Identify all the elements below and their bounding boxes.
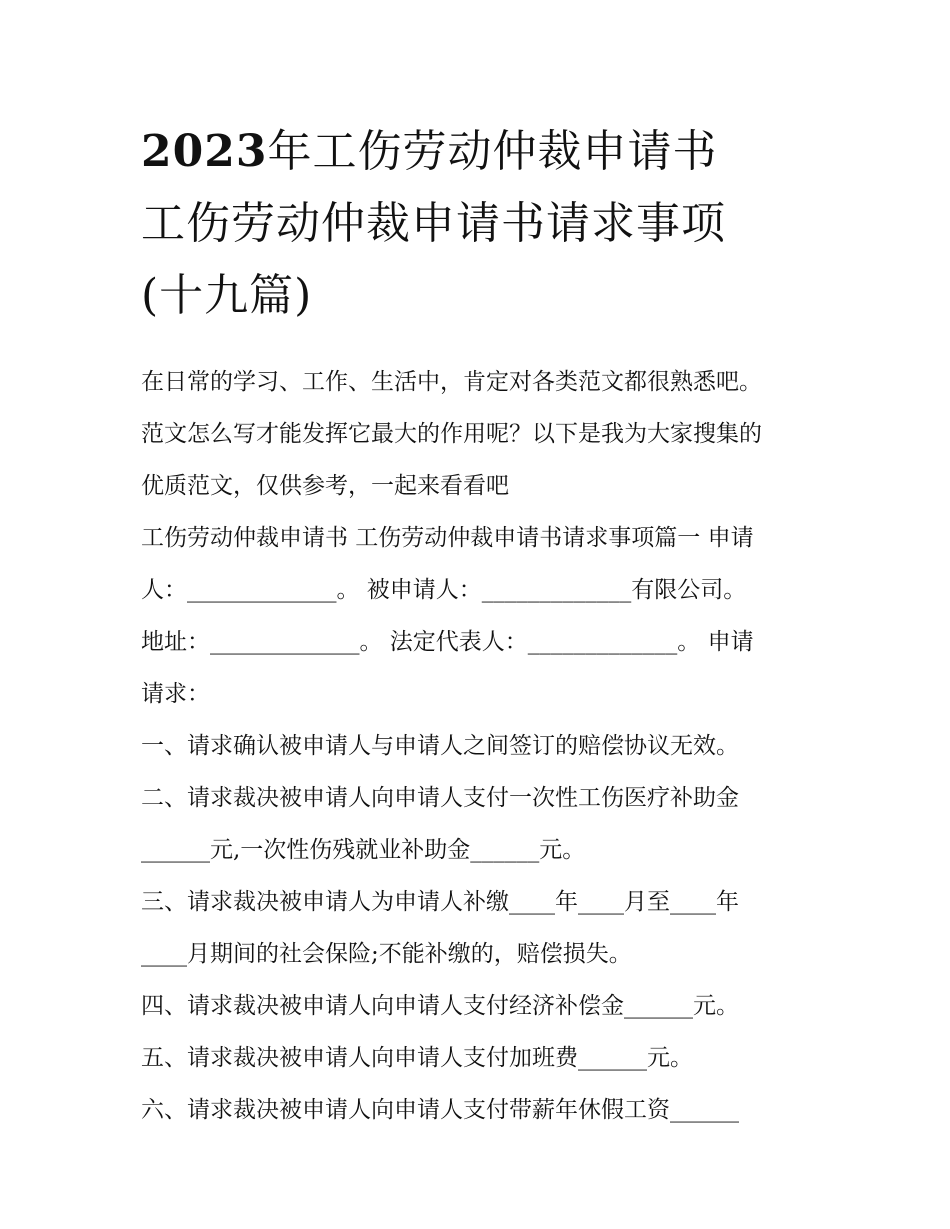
body-line: 在日常的学习、工作、生活中，肯定对各类范文都很熟悉吧。	[141, 369, 762, 395]
body-line: 范文怎么写才能发挥它最大的作用呢？以下是我为大家搜集的	[141, 421, 762, 447]
body-line: ______元,一次性伤残就业补助金______元。	[141, 837, 586, 863]
body-line: 优质范文，仅供参考，一起来看看吧	[141, 473, 509, 499]
title-line-3: (十九篇)	[141, 270, 313, 321]
body-line: 六、请求裁决被申请人向申请人支付带薪年休假工资______	[141, 1097, 739, 1123]
document-title	[141, 116, 841, 332]
body-line: 工伤劳动仲裁申请书 工伤劳动仲裁申请书请求事项篇一 申请	[141, 525, 754, 551]
body-line: 一、请求确认被申请人与申请人之间签订的赔偿协议无效。	[141, 733, 739, 759]
body-line: ____月期间的社会保险;不能补缴的，赔偿损失。	[141, 941, 632, 967]
body-line: 三、请求裁决被申请人为申请人补缴____年____月至____年	[141, 889, 739, 915]
body-line: 五、请求裁决被申请人向申请人支付加班费______元。	[141, 1045, 693, 1071]
body-line: 地址：_____________。 法定代表人：_____________。 申请	[141, 629, 754, 655]
document-body	[141, 356, 831, 1136]
body-line: 四、请求裁决被申请人向申请人支付经济补偿金______元。	[141, 993, 739, 1019]
body-line: 请求：	[141, 681, 210, 707]
body-line: 二、请求裁决被申请人向申请人支付一次性工伤医疗补助金	[141, 785, 739, 811]
title-line-2: 工伤劳动仲裁申请书请求事项	[141, 198, 726, 249]
title-line-1-text: 年工伤劳动仲裁申请书	[267, 126, 718, 177]
title-line-1	[141, 116, 841, 188]
title-year: 2023	[141, 126, 268, 177]
body-line: 人：_____________。 被申请人：_____________有限公司。	[141, 577, 747, 603]
